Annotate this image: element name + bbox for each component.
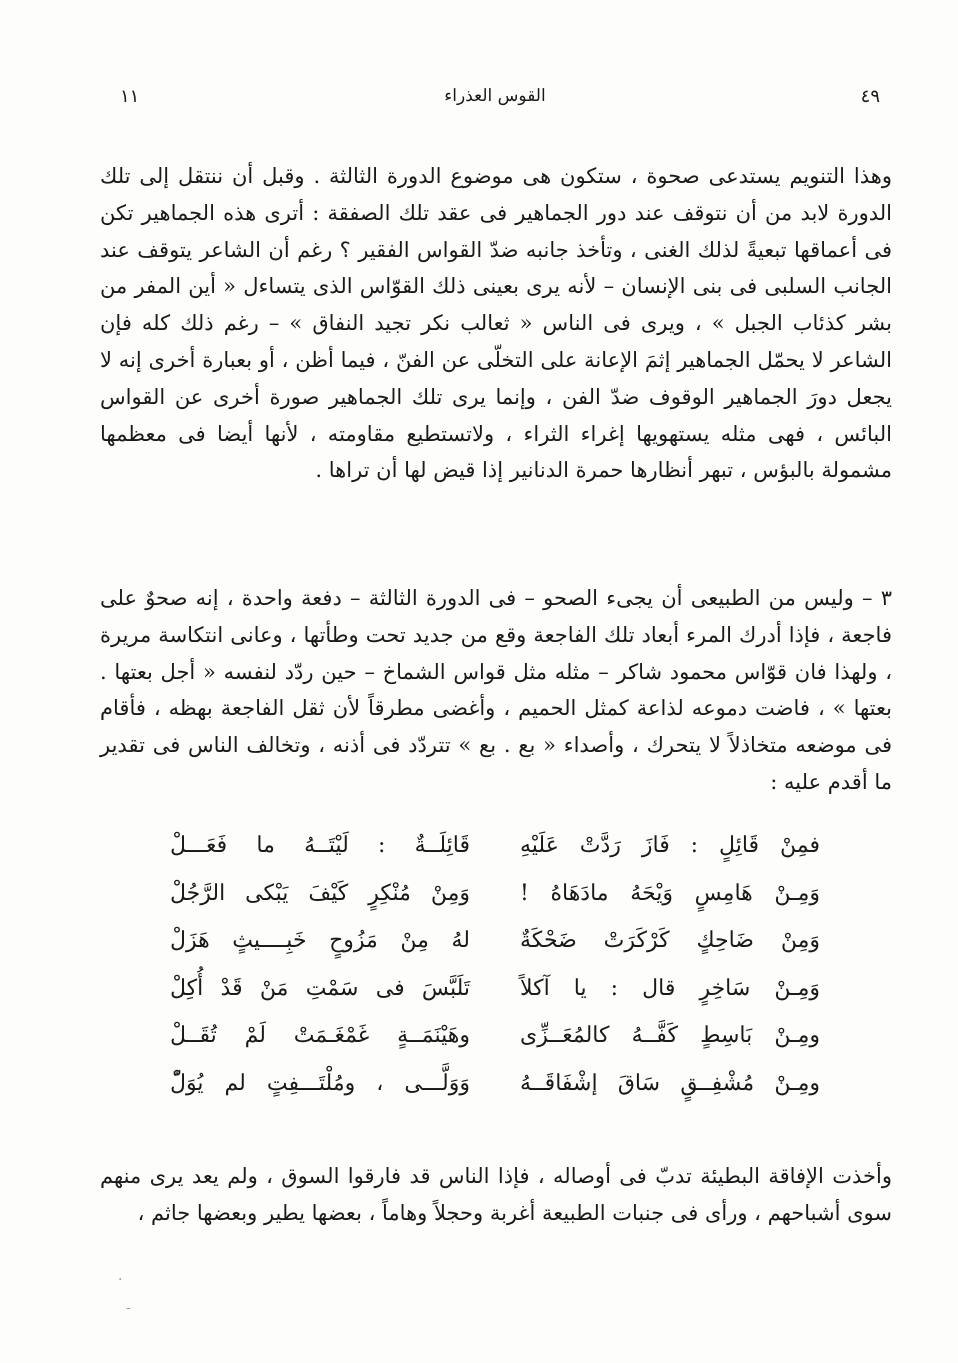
verse-first-hemistich: فمِنْ قَائِلٍ : فَازَ رَدَّتْ عَلَيْهِ — [520, 833, 820, 859]
verse-second-hemistich: لهُ مِنْ مَزُوحٍ خَبِــــيثٍ هَزَلْ — [170, 928, 470, 954]
paragraph-text: وهذا التنويم يستدعى صحوة ، ستكون هى موضوع الدورة الثالثة . وقبل أن ننتقل إلى تلك الدورة لابد من أن نتوقف عند دور الجماهير فى عقد تلك الصفقة : أترى هذه الجماهير تكن فى أعماقها تبعيةً لذلك الغنى ، وتأخذ جانبه ضدّ القواس الفقير ؟ رغم أن الشاعر يتوقف عند الجانب السلبى فى بنى الإنسان – لأنه يرى بعينى ذلك القوّاس الذى يتساءل « أين المفر من بشر كذئاب الجبل » ، ويرى فى الناس « ثعالب نكر تجيد النفاق » – رغم ذلك كله فإن الشاعر لا يحمّل الجماهير إثمَ الإعانة على التخلّى عن الفنّ ، فيما أظن ، أو بعبارة أخرى إنه لا يجعل دورَ الجماهير الوقوف ضدّ الفن ، وإنما يرى تلك الجماهير صورة أخرى عن القواس البائس ، فهى مثله يستهويها إغراء الثراء ، ولاتستطيع مقاومته ، لأنها أيضا فى معظمها مشمولة بالبؤس ، تبهر أنظارها حمرة الدنانير إذا قيض لها أن تراها . — [100, 164, 892, 483]
paragraph-text: وأخذت الإفاقة البطيئة تدبّ فى أوصاله ، فإذا الناس قد فارقوا السوق ، ولم يعد يرى منهم سوى أشباحهم ، ورأى فى جنبات الطبيعة أغربة وحجلاً وهاماً ، بعضها يطير وبعضها جاثم ، — [100, 1164, 892, 1225]
paragraph-3 — [100, 1158, 892, 1232]
poem-verse — [170, 822, 820, 870]
verse-first-hemistich: ومِـنْ مُشْفِــقٍ سَاقَ إشْفَاقَــهُ — [520, 1070, 820, 1096]
poem-block — [170, 822, 820, 1107]
scan-speck: · — [118, 1272, 123, 1288]
paragraph-1 — [100, 158, 892, 489]
page-number-left: ١١ — [120, 86, 140, 107]
verse-first-hemistich: وَمِنْ ضَاحِكٍ كَرْكَرَتْ ضَحْكَةٌ — [520, 928, 820, 954]
running-title: القوس العذراء — [444, 86, 546, 106]
verse-second-hemistich: تَلَبَّسَ فى سَمْتِ مَنْ قَدْ أُكِلْ — [170, 975, 470, 1001]
paragraph-text: ٣ – وليس من الطبيعى أن يجىء الصحو – فى الدورة الثالثة – دفعة واحدة ، إنه صحوٌ على فاجعة ، فإذا أدرك المرء أبعاد تلك الفاجعة وقع من جديد تحت وطأتها ، وعانى انتكاسة مريرة ، ولهذا فان قوّاس محمود شاكر – مثله مثل قواس الشماخ – حين ردّد لنفسه « أجل بعتها . بعتها » ، فاضت دموعه لذاعة كمثل الحميم ، وأغضى مطرقاً لأن ثقل الفاجعة بهظه ، فأقام فى موضعه متخاذلاً لا يتحرك ، وأصداء « بع . بع » تتردّد فى أذنه ، وتخالف الناس فى تقدير ما أقدم عليه : — [100, 586, 892, 794]
page-header — [100, 86, 890, 116]
poem-verse — [170, 870, 820, 918]
verse-second-hemistich: وَوَلَّـــى ، ومُلْتَـــفِتٍ لم يُوَلّْ — [170, 1070, 470, 1096]
poem-verse — [170, 917, 820, 965]
verse-first-hemistich: وَمِـنْ سَاخِرٍ قال : يا آكلاً — [520, 975, 820, 1001]
verse-first-hemistich: ومِـنْ بَاسِطٍ كَفَّــهُ كالمُعَــزِّى — [520, 1023, 820, 1049]
poem-verse — [170, 1060, 820, 1108]
scan-speck: - — [126, 1300, 131, 1316]
page-number-right: ٤٩ — [860, 86, 880, 107]
paragraph-2 — [100, 580, 892, 801]
verse-second-hemistich: وهَيْنَمَــةٍ غَمْغَـمَتْ لَمْ تُقَــلْ — [170, 1023, 470, 1049]
verse-second-hemistich: وَمِنْ مُنْكِرٍ كَيْفَ يَبْكى الرَّجُلْ — [170, 880, 470, 906]
poem-verse — [170, 1012, 820, 1060]
poem-verse — [170, 965, 820, 1013]
verse-second-hemistich: قَائِلَــةٌ : لَيْتَــهُ ما فَعَـــلْ — [170, 833, 470, 859]
verse-first-hemistich: وَمِـنْ هَامِسٍ وَيْحَهُ مادَهَاهُ ! — [520, 880, 820, 906]
